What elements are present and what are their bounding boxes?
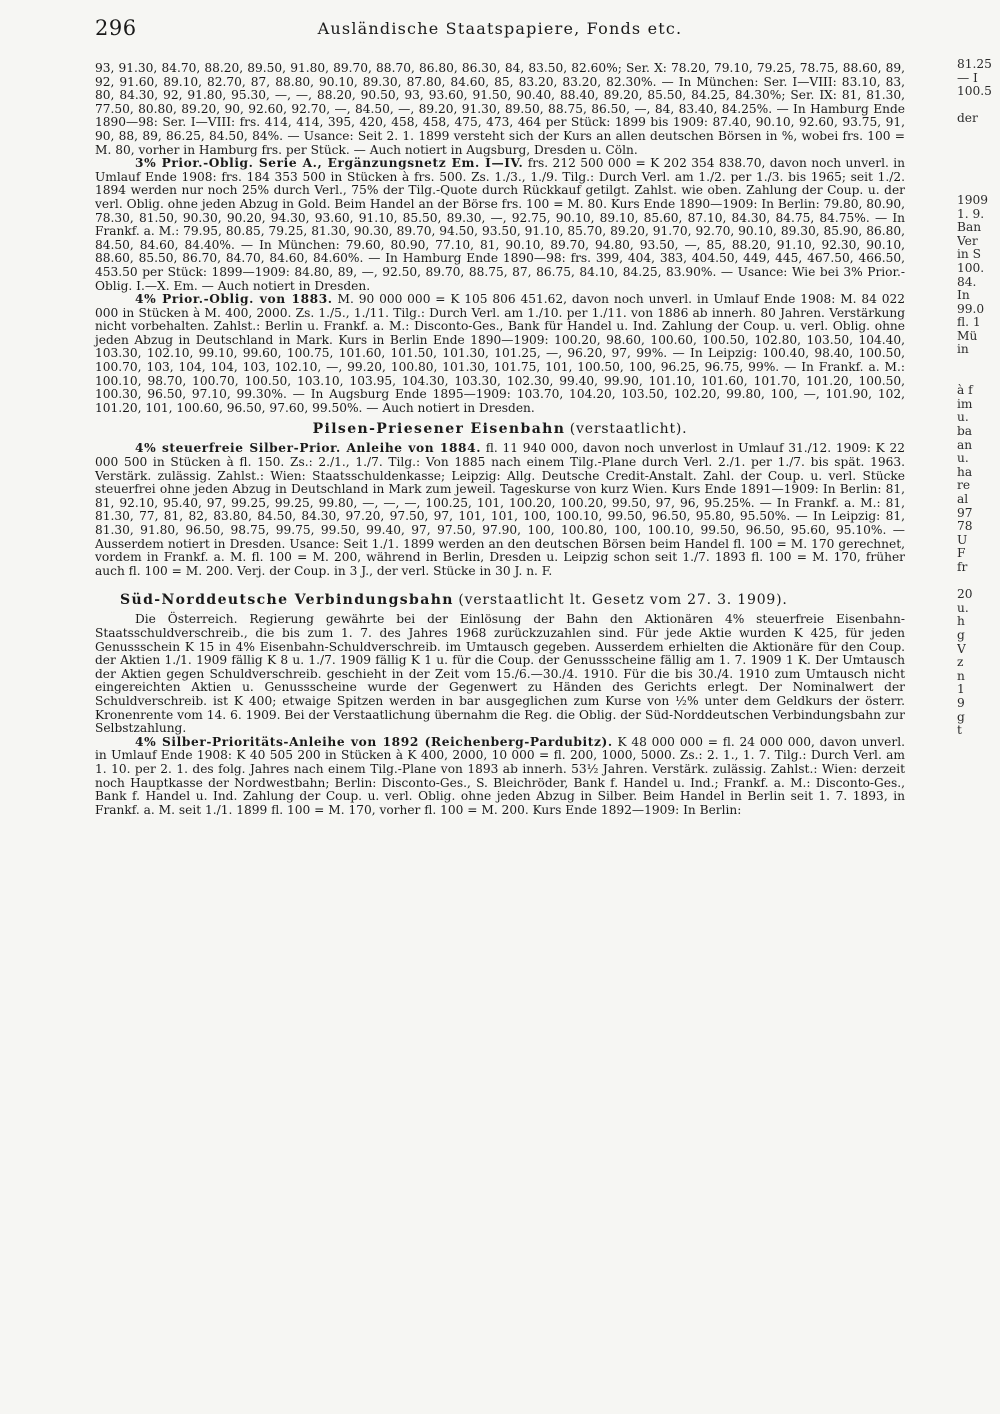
intro-continuation: 93, 91.30, 84.70, 88.20, 89.50, 91.80, 89.70, 88.70, 86.80, 86.30, 84, 83.50, 82.60%; Ser. X: 78.20, 79.10, 79.25, 78.75, 88.60, 89, 92, 91.60, 89.10, 82.70, 87, 88.80, 90.10, 89.30, 87.80, 84.60, 85, 83.20, 83.20, 82.30%. — In München: Ser. I—VIII: 83.10, 83, 80, 84.30, 92, 91.80, 95.30, —, —, 88.20, 90.50, 93, 93.60, 91.50, 90.40, 88.40, 89.20, 85.50, 84.25, 84.30%; Ser. IX: 81, 81.30, 77.50, 80.80, 89.20, 90, 92.60, 92.70, —, 84.50, —, 89.20, 91.30, 89.50, 88.75, 86.50, —, 84, 83.40, 84.25%. — In Hamburg Ende 1890—98: Ser. I—VIII: frs. 414, 414, 395, 420, 458, 458, 475, 473, 464 per Stück: 1899 bis 1909: 87.40, 90.10, 92.60, 93.75, 91, 90, 88, 89, 86.25, 84.50, 84%. — Usance: Seit 2. 1. 1899 versteht sich der Kurs an allen deutschen Börsen in %, wobei frs. 100 = M. 80, vorher in Hamburg frs. per Stück. — Auch notiert in Augsburg, Dresden u. Cöln. [95, 61, 905, 157]
margin-fragment: F [957, 546, 966, 561]
margin-fragment: 97 [957, 505, 973, 520]
margin-fragment: in [957, 342, 969, 357]
margin-fragment: Ban [957, 220, 982, 235]
margin-fragment: h [957, 614, 965, 629]
margin-fragment: ba [957, 424, 973, 439]
section-intro-paragraph: Die Österreich. Regierung gewährte bei der Einlösung der Bahn den Aktionären 4% steuerfreie Eisenbahn-Staatsschuldverschreib., die bis zum 1. 7. des Jahres 1968 zurückzuzahlen sind. Für jede Aktie wurden K 425, für jeden Genussschein K 15 in 4% Eisenbahn-Schuldverschreib. im Umtausch gegeben. Ausserdem erhielten die Aktionäre für den Coup. der Aktien 1./1. 1909 fällig K 8 u. 1./7. 1909 fällig K 1 u. für die Coup. der Genussscheine fällig am 1. 7. 1909 1 K. Der Umtausch der Aktien gegen Schuldverschreib. geschieht in der Zeit vom 15./6.—30./4. 1910. Für die bis 30./4. 1910 zum Umtausch nicht eingereichten Aktien u. Genussscheine wurde der Gegenwert zu Händen des Gerichts erlegt. Der Nominalwert der Schuldverschreib. ist K 400; etwaige Spitzen werden in bar ausgeglichen zum Kurse von ½% unter dem Geldkurs der österr. Kronenrente vom 14. 6. 1909. Bei der Verstaatlichung übernahm die Reg. die Oblig. der Süd-Norddeutschen Verbindungsbahn zur Selbstzahlung. [95, 612, 905, 736]
margin-fragment [957, 575, 1000, 589]
margin-fragment: — I [957, 70, 978, 85]
main-text-column [95, 62, 905, 817]
margin-fragment: g [957, 709, 965, 724]
margin-fragment [957, 140, 1000, 154]
margin-fragment: Mü [957, 328, 978, 343]
margin-fragment: in S [957, 247, 981, 262]
margin-fragment: im [957, 396, 973, 411]
margin-fragment: In [957, 288, 970, 303]
margin-fragment: à f [957, 383, 973, 398]
entry-body: K 48 000 000 = fl. 24 000 000, davon unverl. in Umlauf Ende 1908: K 40 505 200 in Stücken à K 400, 2000, 10 000 = fl. 200, 1000, 5000. Zs.: 2. 1., 1. 7. Tilg.: Durch Verl. am 1. 10. per 2. 1. des folg. Jahres nach einem Tilg.-Plane von 1893 ab innerh. 53½ Jahren. Verstärk. zulässig. Zahlst.: Wien: derzeit noch Hauptkasse der Nordwestbahn; Berlin: Disconto-Ges., S. Bleichröder, Bank f. Handel u. Ind.; Frankf. a. M.: Disconto-Ges., Bank f. Handel u. Ind. Zahlung der Coup. u. verl. Oblig. ohne jeden Abzug in Silber. Beim Handel in Berlin seit 1. 7. 1893, in Frankf. a. M. seit 1./1. 1899 fl. 100 = M. 170, vorher fl. 100 = M. 200. Kurs Ende 1892—1909: In Berlin: [95, 734, 905, 817]
entry-prior-oblig-1883 [95, 293, 905, 415]
margin-fragment: n [957, 668, 965, 683]
section-title-pilsen [95, 421, 905, 437]
section-heading: Pilsen-Priesener Eisenbahn [312, 421, 566, 438]
margin-fragment: 1 [957, 682, 965, 697]
margin-fragment: 84. [957, 274, 977, 289]
margin-fragment [957, 167, 1000, 181]
entry-body: frs. 212 500 000 = K 202 354 838.70, davon noch unverl. in Umlauf Ende 1908: frs. 184 353 500 in Stücken à frs. 500. Zs. 1./3., 1./9. Tilg.: Durch Verl. am 1./2. per 1./3. bis 1965; seit 1./2. 1894 werden nur noch 25% durch Verl., 75% der Tilg.-Quote durch Rückkauf getilgt. Zahlst. wie oben. Zahlung der Coup. u. der verl. Oblig. ohne jeden Abzug in Gold. Beim Handel an der Börse frs. 100 = M. 80. Kurs Ende 1890—1909: In Berlin: 79.80, 80.90, 78.30, 81.50, 90.30, 90.20, 94.30, 93.60, 91.10, 85.50, 89.30, —, 92.75, 90.10, 89.10, 85.60, 87.10, 84.30, 84.75, 84.75%. — In Frankf. a. M.: 79.95, 80.85, 79.25, 81.30, 90.30, 89.70, 94.50, 93.50, 91.10, 85.70, 89.20, 91.70, 92.70, 90.10, 89.30, 85.90, 86.80, 84.50, 84.60, 84.40%. — In München: 79.60, 80.90, 77.10, 81, 90.10, 89.70, 94.80, 93.50, —, 85, 88.20, 91.10, 92.30, 90.10, 88.60, 85.50, 86.70, 84.70, 84.60, 84.60%. — In Hamburg Ende 1890—98: frs. 399, 404, 383, 404.50, 449, 445, 467.50, 466.50, 453.50 per Stück: 1899—1909: 84.80, 89, —, 92.50, 89.70, 88.75, 87, 86.75, 84.10, 84.25, 83.90%. — Usance: Wie bei 3% Prior.-Oblig. I.—X. Em. — Auch notiert in Dresden. [95, 156, 906, 293]
margin-fragment: u. [957, 451, 969, 466]
entry-silber-prior-1884 [95, 442, 905, 578]
margin-fragment: Ver [957, 233, 978, 248]
entry-title: 3% Prior.-Oblig. Serie A., Ergänzungsnetz Em. I—IV. [135, 156, 524, 171]
margin-fragment: ha [957, 464, 973, 479]
entry-silber-prioritaets-1892 [95, 736, 905, 818]
margin-fragment [957, 180, 1000, 194]
entry-title: 4% Silber-Prioritäts-Anleihe von 1892 (Reichenberg-Pardubitz). [135, 734, 613, 749]
margin-fragment [957, 357, 1000, 371]
margin-fragment: u. [957, 410, 969, 425]
margin-fragment: 1909 [957, 192, 989, 207]
margin-fragment: an [957, 437, 973, 452]
margin-fragment: 100.5 [957, 84, 992, 99]
margin-fragment [957, 153, 1000, 167]
adjacent-page-margin [957, 58, 1000, 738]
margin-fragment: z [957, 655, 964, 670]
entry-title: 4% steuerfreie Silber-Prior. Anleihe von 1884. [135, 441, 482, 456]
margin-fragment: 100. [957, 260, 985, 275]
margin-fragment [957, 126, 1000, 140]
section-subheading: (verstaatlicht). [569, 421, 688, 438]
margin-fragment [957, 371, 1000, 385]
margin-fragment: 99.0 [957, 301, 985, 316]
entry-title: 4% Prior.-Oblig. von 1883. [135, 292, 333, 307]
entry-prior-oblig-serie-a [95, 157, 905, 293]
section-heading: Süd-Norddeutsche Verbindungsbahn [120, 592, 454, 609]
margin-fragment: fl. 1 [957, 315, 981, 330]
page-number: 296 [95, 16, 137, 40]
margin-fragment: 20 [957, 587, 973, 602]
entry-body: fl. 11 940 000, davon noch unverlost in Umlauf 31./12. 1909: K 22 000 500 in Stücken à fl. 150. Zs.: 2./1., 1./7. Tilg.: Von 1885 nach einem Tilg.-Plane durch Verl. 2./1. per 1./7. bis spät. 1963. Verstärk. zulässig. Zahlst.: Wien: Staatsschuldenkasse; Leipzig: Allg. Deutsche Credit-Anstalt. Zahl. der Coup. u. verl. Stücke steuerfrei ohne jeden Abzug in Deutschland in Mark zum jeweil. Tageskurse von kurz Wien. Kurs Ende 1891—1909: In Berlin: 81, 81, 92.10, 95.40, 97, 99.25, 99.25, 99.80, —, —, —, 100.25, 101, 100.20, 100.20, 99.50, 97, 96, 95.25%. — In Frankf. a. M.: 81, 81.30, 77, 81, 82, 83.80, 84.50, 84.30, 97.20, 97.50, 97, 101, 101, 100, 100.10, 99.50, 96.50, 95.80, 95.50%. — In Leipzig: 81, 81.30, 91.80, 96.50, 98.75, 99.75, 99.50, 99.40, 97, 97.50, 97.90, 100, 100.80, 100, 100.10, 99.50, 96.50, 95.60, 95.10%. — Ausserdem notiert in Dresden. Usance: Seit 1./1. 1899 werden an den deutschen Börsen beim Handel fl. 100 = M. 170 gerechnet, vordem in Frankf. a. M. fl. 100 = M. 200, während in Berlin, Dresden u. Leipzig schon seit 1./7. 1893 fl. 100 = M. 170, früher auch fl. 100 = M. 200. Verj. der Coup. in 3 J., der verl. Stücke in 30 J. n. F. [95, 441, 905, 578]
section-subheading: (verstaatlicht lt. Gesetz vom 27. 3. 1909). [458, 592, 788, 609]
section-title-sued-norddeutsche [95, 592, 905, 608]
margin-fragment: der [957, 111, 978, 126]
margin-fragment: al [957, 492, 969, 506]
margin-fragment: re [957, 478, 971, 493]
margin-fragment: 9 [957, 695, 965, 710]
margin-fragment: u. [957, 600, 969, 615]
entry-body: M. 90 000 000 = K 105 806 451.62, davon noch unverl. in Umlauf Ende 1908: M. 84 022 000 in Stücken à M. 400, 2000. Zs. 1./5., 1./11. Tilg.: Durch Verl. am 1./10. per 1./11. von 1886 ab innerh. 80 Jahren. Verstärkung nicht vorbehalten. Zahlst.: Berlin u. Frankf. a. M.: Disconto-Ges., Bank für Handel u. Ind. Zahlung der Coup. u. verl. Oblig. ohne jeden Abzug in Deutschland in Mark. Kurs in Berlin Ende 1890—1909: 100.20, 98.60, 100.60, 100.50, 102.80, 103.50, 104.40, 103.30, 102.10, 99.10, 99.60, 100.75, 101.60, 101.50, 101.30, 101.25, —, 96.20, 97, 99%. — In Leipzig: 100.40, 98.40, 100.50, 100.70, 103, 104, 104, 103, 102.10, —, 99.20, 100.80, 101.30, 101.75, 101, 100.50, 100, 96.25, 96.75, 99%. — In Frankf. a. M.: 100.10, 98.70, 100.70, 100.50, 103.10, 103.95, 104.30, 103.30, 102.30, 99.40, 99.90, 101.10, 101.60, 101.70, 101.20, 100.50, 100.30, 96.50, 97.10, 99.30%. — In Augsburg Ende 1895—1909: 103.70, 104.20, 103.50, 102.20, 99.80, 100, —, 101.90, 102, 101.20, 101, 100.60, 96.50, 97.60, 99.50%. — Auch notiert in Dresden. [95, 292, 906, 415]
page-header [95, 16, 905, 46]
margin-fragment: V [957, 641, 966, 656]
margin-fragment: fr [957, 559, 968, 574]
margin-fragment: t [957, 723, 962, 738]
margin-fragment: U [957, 532, 968, 547]
margin-fragment: 81.25 [957, 58, 992, 71]
margin-fragment: 1. 9. [957, 206, 985, 221]
running-title: Ausländische Staatspapiere, Fonds etc. [317, 19, 683, 38]
margin-fragment: 78 [957, 519, 973, 534]
margin-fragment: g [957, 627, 965, 642]
margin-fragment [957, 99, 1000, 113]
